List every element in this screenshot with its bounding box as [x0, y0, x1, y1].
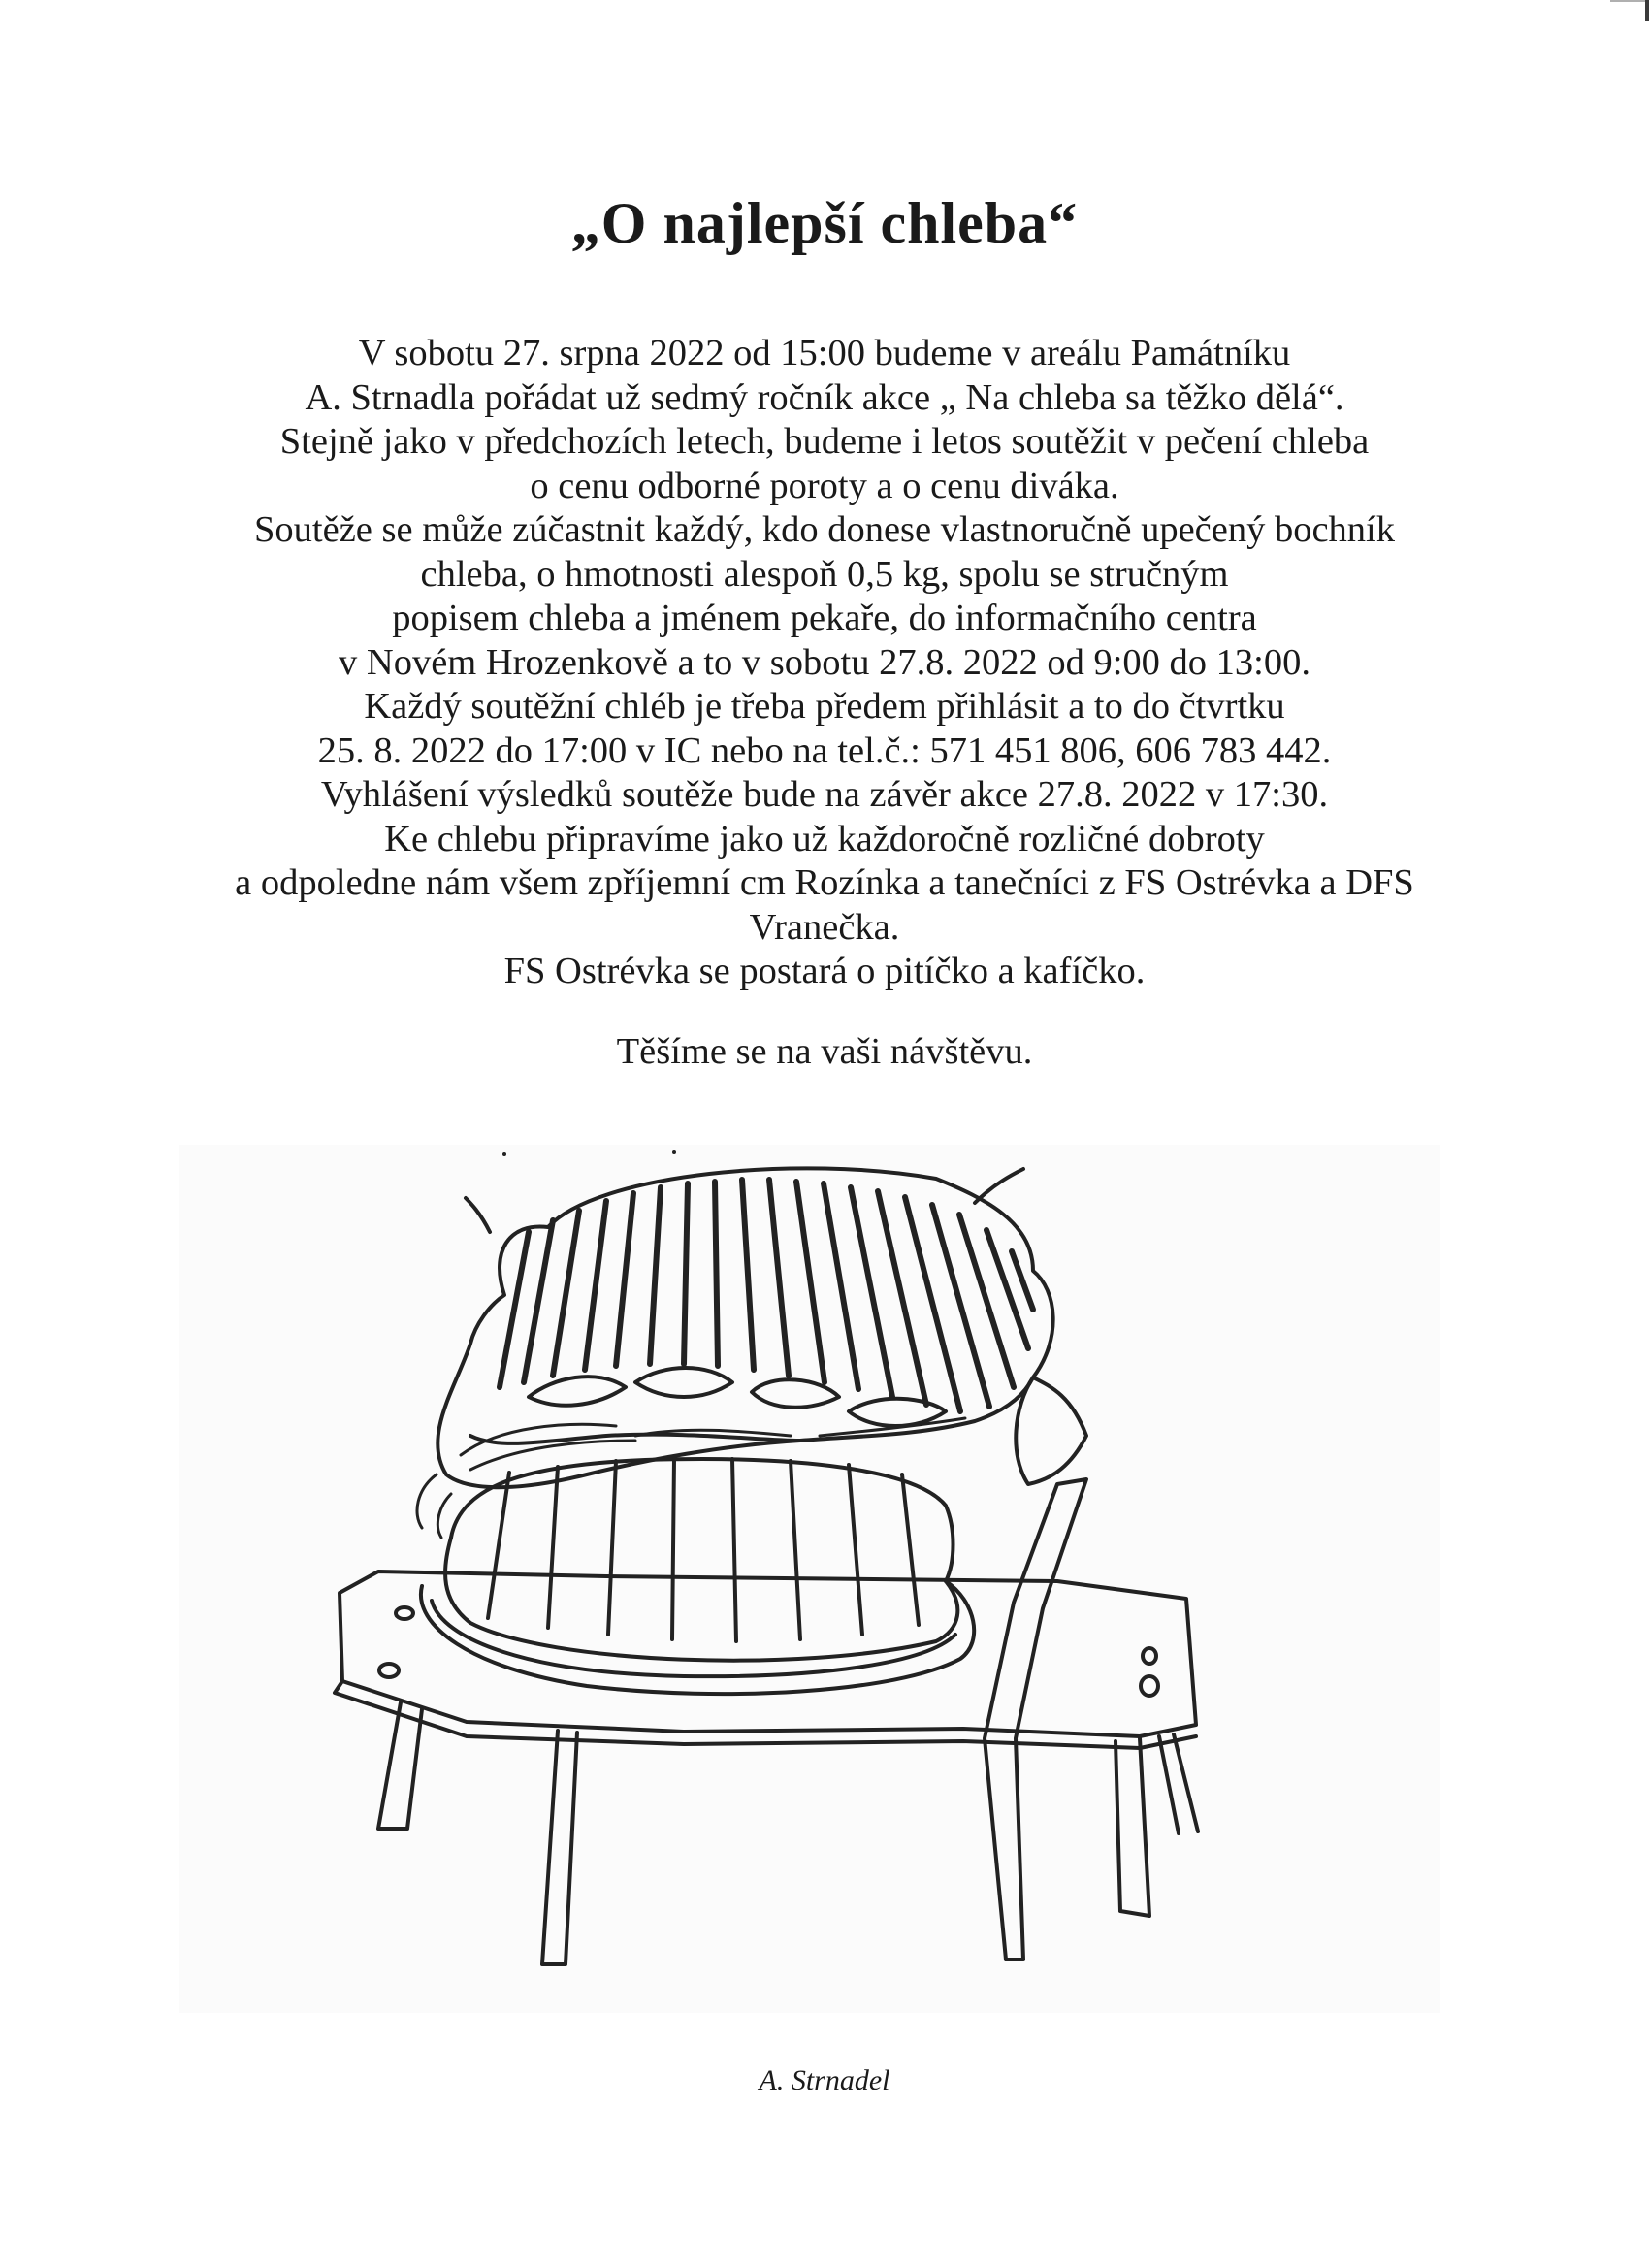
text-line: popisem chleba a jménem pekaře, do informačního centra	[392, 598, 1257, 638]
text-line: A. Strnadla pořádat už sedmý ročník akce „ Na chleba sa těžko dělá“.	[305, 376, 1344, 418]
scan-edge-mark-right	[1645, 0, 1649, 21]
text-line: o cenu odborné poroty a o cenu diváka.	[530, 465, 1119, 506]
bread-loaf-on-bench-drawing-icon	[179, 1145, 1440, 2013]
text-line: 25. 8. 2022 do 17:00 v IC nebo na tel.č.: 571 451 806, 606 783 442.	[317, 729, 1332, 771]
text-line: v Novém Hrozenkově a to v sobotu 27.8. 2022 od 9:00 do 13:00.	[339, 641, 1310, 683]
greeting-text: Těšíme se na vaši návštěvu.	[616, 1031, 1033, 1072]
announcement-text	[146, 332, 1504, 994]
page-title: „O najlepší chleba“	[570, 191, 1079, 255]
text-line: Vyhlášení výsledků soutěže bude na závěr akce 27.8. 2022 v 17:30.	[320, 774, 1329, 815]
text-line: Každý soutěžní chléb je třeba předem přihlásit a to do čtvrtku	[364, 686, 1285, 727]
text-line: Stejně jako v předchozích letech, budeme i letos soutěžit v pečení chleba	[279, 421, 1370, 462]
text-line: V sobotu 27. srpna 2022 od 15:00 budeme v areálu Památníku	[358, 333, 1291, 373]
text-line: chleba, o hmotnosti alespoň 0,5 kg, spolu se stručným	[420, 553, 1229, 595]
illustration-caption: A. Strnadel	[759, 2064, 890, 2096]
text-line: Vranečka.	[749, 906, 900, 948]
text-line: FS Ostrévka se postará o pitíčko a kafíčko.	[503, 951, 1146, 991]
text-line: a odpoledne nám všem zpříjemní cm Rozínka a tanečníci z FS Ostrévka a DFS	[235, 862, 1414, 903]
scan-edge-mark	[1610, 0, 1649, 2]
illustration	[179, 1145, 1440, 2013]
text-line: Soutěže se může zúčastnit každý, kdo donese vlastnoručně upečený bochník	[254, 509, 1395, 550]
text-line: Ke chlebu připravíme jako už každoročně rozličné dobroty	[384, 818, 1265, 859]
